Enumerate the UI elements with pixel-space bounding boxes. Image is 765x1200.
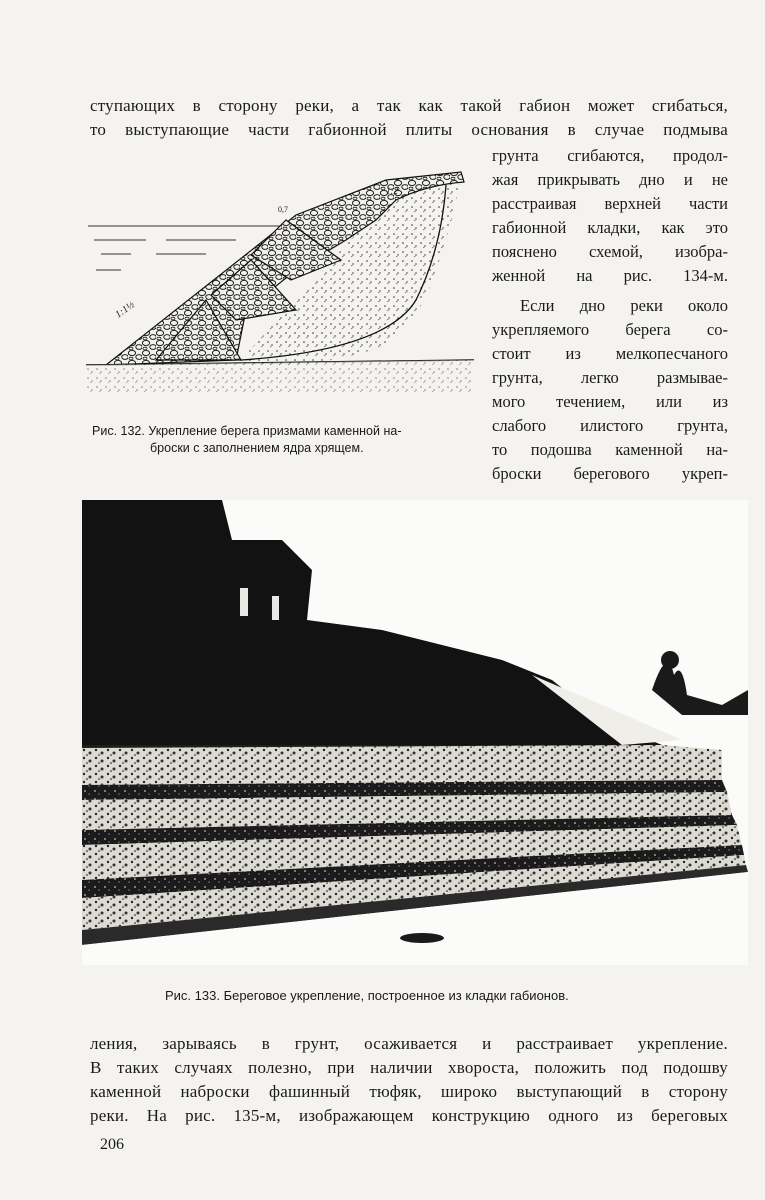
col-line: стоит из мелкопесчаного [492,344,728,363]
slope-label-2: 1:2 [386,186,398,196]
col-line: пояснено схемой, изобра- [492,242,728,261]
col-line: женной на рис. 134-м. [492,266,728,285]
col-line: укрепляемого берега со- [492,320,728,339]
figure-132-diagram [86,160,476,405]
text-line-bottom-2: В таких случаях полезно, при наличии хвороста, положить под подошву [90,1058,728,1077]
col-line: габионной кладки, как это [492,218,728,237]
col-line: мого течением, или из [492,392,728,411]
col-line: то подошва каменной на- [492,440,728,459]
text-line-1: ступающих в сторону реки, а так как такой габион может сгибаться, [90,96,728,115]
page-number: 206 [100,1136,124,1153]
figure-132-caption-line-2: броски с заполнением ядра хрящем. [150,441,364,455]
col-line: Если дно реки около [520,296,728,315]
figure-132-caption-line-1: Рис. 132. Укрепление берега призмами каменной на- [92,424,402,438]
col-line: броски берегового укреп- [492,464,728,483]
col-line: грунта сгибаются, продол- [492,146,728,165]
slope-label-1: 1:1½ [113,299,137,321]
col-line: жая прикрывать дно и не [492,170,728,189]
figure-133-photo [82,500,748,965]
text-line-bottom-4: реки. На рис. 135-м, изображающем конструкцию одного из береговых [90,1106,728,1125]
col-line: расстраивая верхней части [492,194,728,213]
col-line: слабого илистого грунта, [492,416,728,435]
gabion-tier-1 [82,745,722,785]
col-line: грунта, легко размывае- [492,368,728,387]
figure-133-caption: Рис. 133. Береговое укрепление, построенное из кладки габионов. [165,988,569,1003]
text-line-bottom-3: каменной наброски фашинный тюфяк, широко выступающий в сторону [90,1082,728,1101]
text-line-bottom-1: ления, зарываясь в грунт, осаживается и расстраивает укрепление. [90,1034,728,1053]
text-line-2: то выступающие части габионной плиты основания в случае подмыва [90,120,728,139]
dim-label: 0,7 [278,205,288,214]
